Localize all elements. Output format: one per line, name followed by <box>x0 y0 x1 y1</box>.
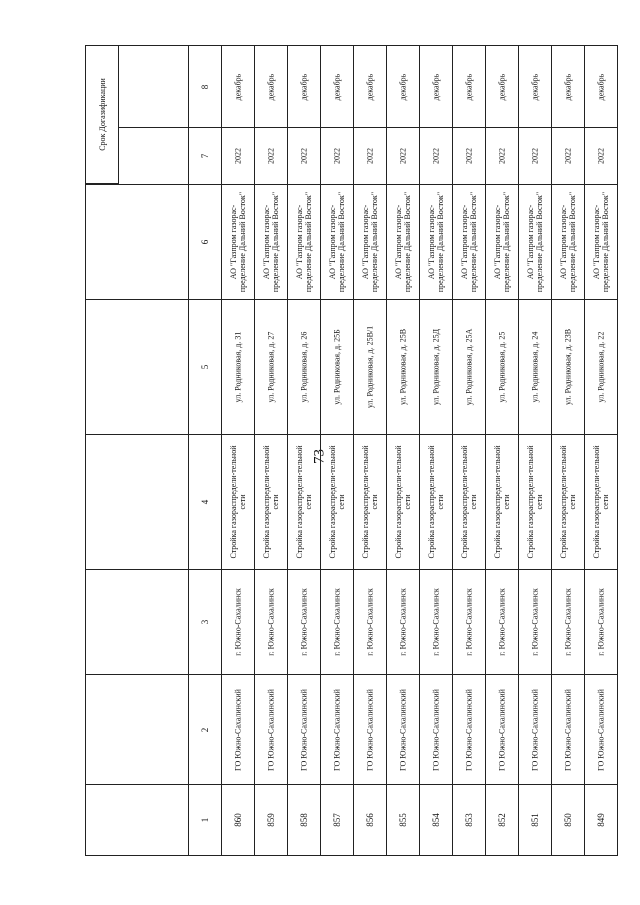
cell-no: 849 <box>595 813 606 827</box>
cell-measures: Стройка газораспредели-тельной сети <box>360 445 379 559</box>
table-field-row-year <box>86 128 618 185</box>
cell-measures: Стройка газораспредели-тельной сети <box>228 445 247 559</box>
cell-locality: г. Южно-Сахалинск <box>233 588 243 656</box>
cell-no: 851 <box>529 813 540 827</box>
table-field-row-measures <box>86 435 618 570</box>
cell-municipality: ГО Южно-Сахалинский <box>431 688 441 771</box>
table-cell <box>321 300 354 435</box>
table-cell <box>222 46 255 128</box>
table-field-row-address <box>86 300 618 435</box>
cell-organization: АО "Газпром газорас-пределение Дальний Восток" <box>558 191 577 293</box>
cell-organization: АО "Газпром газорас-пределение Дальний Восток" <box>294 191 313 293</box>
table-cell <box>585 435 618 570</box>
cell-measures: Стройка газораспредели-тельной сети <box>558 445 577 559</box>
cell-address: ул. Родниковая, д. 24 <box>530 331 540 403</box>
table-cell <box>420 300 453 435</box>
cell-organization: АО "Газпром газорас-пределение Дальний Восток" <box>459 191 478 293</box>
cell-measures: Стройка газораспредели-тельной сети <box>591 445 610 559</box>
cell-measures: Стройка газораспредели-тельной сети <box>426 445 445 559</box>
table-cell <box>486 46 519 128</box>
cell-year: 2022 <box>464 148 474 164</box>
cell-measures: Стройка газораспредели-тельной сети <box>327 445 346 559</box>
cell-month: декабрь <box>299 73 309 100</box>
table-cell <box>453 300 486 435</box>
table-cell <box>420 435 453 570</box>
table-cell <box>321 128 354 185</box>
table-cell <box>387 785 420 856</box>
table-cell <box>321 185 354 300</box>
table-cell <box>486 435 519 570</box>
column-number-1: 2 <box>199 727 210 732</box>
cell-no: 854 <box>430 813 441 827</box>
cell-address: ул. Родниковая, д. 31 <box>233 331 243 403</box>
cell-address: ул. Родниковая, д. 25 <box>497 331 507 403</box>
table-cell <box>255 675 288 785</box>
table-cell <box>354 435 387 570</box>
table-cell <box>453 185 486 300</box>
table-cell <box>222 435 255 570</box>
table-cell <box>552 675 585 785</box>
cell-year: 2022 <box>365 148 375 164</box>
cell-no: 858 <box>298 813 309 827</box>
table-cell <box>420 46 453 128</box>
table-cell <box>288 185 321 300</box>
cell-organization: АО "Газпром газорас-пределение Дальний Восток" <box>591 191 610 293</box>
cell-address: ул. Родниковая, д. 25А <box>464 328 474 406</box>
cell-year: 2022 <box>332 148 342 164</box>
table-cell <box>387 128 420 185</box>
table-cell <box>354 675 387 785</box>
cell-address: ул. Родниковая, д. 22 <box>596 331 606 403</box>
table-cell <box>354 185 387 300</box>
cell-locality: г. Южно-Сахалинск <box>596 588 606 656</box>
table-cell <box>519 185 552 300</box>
cell-municipality: ГО Южно-Сахалинский <box>365 688 375 771</box>
table-cell <box>387 46 420 128</box>
table-cell <box>255 300 288 435</box>
cell-municipality: ГО Южно-Сахалинский <box>398 688 408 771</box>
cell-locality: г. Южно-Сахалинск <box>530 588 540 656</box>
cell-locality: г. Южно-Сахалинск <box>398 588 408 656</box>
table-cell <box>486 128 519 185</box>
table-cell <box>453 675 486 785</box>
table-cell <box>222 300 255 435</box>
table-cell <box>255 128 288 185</box>
cell-locality: г. Южно-Сахалинск <box>266 588 276 656</box>
cell-organization: АО "Газпром газорас-пределение Дальний Восток" <box>327 191 346 293</box>
table-cell <box>321 675 354 785</box>
column-number-4: 5 <box>199 364 210 370</box>
table-cell <box>453 435 486 570</box>
cell-month: декабрь <box>398 73 408 100</box>
cell-organization: АО "Газпром газорас-пределение Дальний Восток" <box>261 191 280 293</box>
table-cell <box>321 570 354 675</box>
table-cell <box>222 128 255 185</box>
table-cell <box>552 46 585 128</box>
table-cell <box>255 46 288 128</box>
table-cell <box>552 435 585 570</box>
table-field-row-month <box>86 46 618 128</box>
cell-organization: АО "Газпром газорас-пределение Дальний Восток" <box>492 191 511 293</box>
cell-municipality: ГО Южно-Сахалинский <box>563 688 573 771</box>
table-cell <box>387 185 420 300</box>
cell-measures: Стройка газораспредели-тельной сети <box>459 445 478 559</box>
table-cell <box>255 785 288 856</box>
column-number-6: 7 <box>199 153 210 159</box>
cell-year: 2022 <box>596 148 606 164</box>
column-number-2: 3 <box>199 619 210 625</box>
cell-municipality: ГО Южно-Сахалинский <box>332 688 342 771</box>
cell-year: 2022 <box>530 148 540 164</box>
header-deadline-label: Срок Догазификации <box>97 78 107 151</box>
table-cell <box>255 570 288 675</box>
cell-organization: АО "Газпром газорас-пределение Дальний Восток" <box>228 191 247 293</box>
table-cell <box>288 300 321 435</box>
cell-locality: г. Южно-Сахалинск <box>365 588 375 656</box>
table-cell <box>255 185 288 300</box>
table-cell <box>486 185 519 300</box>
table-cell <box>354 128 387 185</box>
table-cell <box>420 570 453 675</box>
table-cell <box>552 185 585 300</box>
cell-month: декабрь <box>266 73 276 100</box>
cell-month: декабрь <box>233 73 243 100</box>
cell-month: декабрь <box>332 73 342 100</box>
table-cell <box>519 435 552 570</box>
cell-month: декабрь <box>464 73 474 100</box>
cell-municipality: ГО Южно-Сахалинский <box>233 688 243 771</box>
table-cell <box>519 675 552 785</box>
cell-year: 2022 <box>398 148 408 164</box>
table-cell <box>552 300 585 435</box>
table-cell <box>222 675 255 785</box>
cell-municipality: ГО Южно-Сахалинский <box>596 688 606 771</box>
table-cell <box>585 675 618 785</box>
cell-municipality: ГО Южно-Сахалинский <box>497 688 507 771</box>
table-cell <box>354 46 387 128</box>
table-cell <box>585 785 618 856</box>
cell-year: 2022 <box>233 148 243 164</box>
column-number-0: 1 <box>199 817 210 823</box>
table-cell <box>519 46 552 128</box>
cell-measures: Стройка газораспредели-тельной сети <box>261 445 280 559</box>
table-cell <box>222 785 255 856</box>
table-cell <box>519 128 552 185</box>
cell-organization: АО "Газпром газорас-пределение Дальний Восток" <box>525 191 544 293</box>
cell-month: декабрь <box>431 73 441 100</box>
table-cell <box>387 435 420 570</box>
table-cell <box>321 46 354 128</box>
table-cell <box>486 570 519 675</box>
cell-address: ул. Родниковая, д. 25Д <box>431 328 441 406</box>
cell-no: 852 <box>496 813 507 827</box>
table-cell <box>453 46 486 128</box>
table-cell <box>552 785 585 856</box>
table-cell <box>288 785 321 856</box>
gasification-table <box>85 45 618 856</box>
table-cell <box>387 570 420 675</box>
table-cell <box>420 128 453 185</box>
cell-address: ул. Родниковая, д. 25В/1 <box>365 325 375 409</box>
cell-locality: г. Южно-Сахалинск <box>563 588 573 656</box>
table-cell <box>354 785 387 856</box>
table-cell <box>288 570 321 675</box>
cell-month: декабрь <box>596 73 606 100</box>
cell-no: 853 <box>463 813 474 827</box>
table-cell <box>321 435 354 570</box>
table-field-row-no <box>86 785 618 856</box>
cell-municipality: ГО Южно-Сахалинский <box>266 688 276 771</box>
cell-locality: г. Южно-Сахалинск <box>464 588 474 656</box>
table-cell <box>222 185 255 300</box>
table-field-row-locality <box>86 570 618 675</box>
cell-locality: г. Южно-Сахалинск <box>431 588 441 656</box>
table-cell <box>255 435 288 570</box>
table-cell <box>519 785 552 856</box>
table-cell <box>420 185 453 300</box>
cell-year: 2022 <box>299 148 309 164</box>
table-cell <box>585 300 618 435</box>
page-number: 73 <box>311 449 328 464</box>
table-cell <box>354 570 387 675</box>
table-field-row-municipality <box>86 675 618 785</box>
table-cell <box>585 46 618 128</box>
table-cell <box>552 570 585 675</box>
table-cell <box>288 435 321 570</box>
table-cell <box>387 675 420 785</box>
table-cell <box>288 128 321 185</box>
cell-no: 857 <box>331 813 342 827</box>
header-deadline <box>85 45 119 184</box>
table-cell <box>585 128 618 185</box>
cell-municipality: ГО Южно-Сахалинский <box>530 688 540 771</box>
table-cell <box>486 300 519 435</box>
cell-month: декабрь <box>563 73 573 100</box>
cell-address: ул. Родниковая, д. 23В <box>563 328 573 406</box>
table-cell <box>519 570 552 675</box>
cell-measures: Стройка газораспредели-тельной сети <box>393 445 412 559</box>
table-cell <box>420 785 453 856</box>
cell-year: 2022 <box>266 148 276 164</box>
table-cell <box>354 300 387 435</box>
table-cell <box>387 300 420 435</box>
cell-no: 860 <box>232 813 243 827</box>
cell-locality: г. Южно-Сахалинск <box>332 588 342 656</box>
cell-address: ул. Родниковая, д. 25В <box>398 328 408 406</box>
table-cell <box>585 570 618 675</box>
table-cell <box>486 675 519 785</box>
cell-locality: г. Южно-Сахалинск <box>299 588 309 656</box>
table-cell <box>288 675 321 785</box>
column-number-5: 6 <box>199 239 210 245</box>
cell-organization: АО "Газпром газорас-пределение Дальний Восток" <box>393 191 412 293</box>
table-cell <box>222 570 255 675</box>
cell-address: ул. Родниковая, д. 26 <box>299 331 309 403</box>
cell-address: ул. Родниковая, д. 27 <box>266 331 276 403</box>
table-cell <box>453 128 486 185</box>
table-cell <box>552 128 585 185</box>
table-cell <box>486 785 519 856</box>
cell-measures: Стройка газораспредели-тельной сети <box>492 445 511 559</box>
table-cell <box>453 570 486 675</box>
cell-year: 2022 <box>431 148 441 164</box>
table-cell <box>519 300 552 435</box>
cell-organization: АО "Газпром газорас-пределение Дальний Восток" <box>360 191 379 293</box>
cell-measures: Стройка газораспредели-тельной сети <box>525 445 544 559</box>
cell-locality: г. Южно-Сахалинск <box>497 588 507 656</box>
table-cell <box>420 675 453 785</box>
table-cell <box>585 185 618 300</box>
cell-year: 2022 <box>563 148 573 164</box>
cell-no: 856 <box>364 813 375 827</box>
cell-year: 2022 <box>497 148 507 164</box>
cell-address: ул. Родниковая, д. 25Б <box>332 329 342 405</box>
table-cell <box>288 46 321 128</box>
column-number-3: 4 <box>199 499 210 505</box>
cell-no: 859 <box>265 813 276 827</box>
cell-organization: АО "Газпром газорас-пределение Дальний Восток" <box>426 191 445 293</box>
cell-municipality: ГО Южно-Сахалинский <box>299 688 309 771</box>
cell-no: 855 <box>397 813 408 827</box>
cell-municipality: ГО Южно-Сахалинский <box>464 688 474 771</box>
table-cell <box>453 785 486 856</box>
table-field-row-organization <box>86 185 618 300</box>
column-number-7: 8 <box>199 84 210 89</box>
table-cell <box>321 785 354 856</box>
cell-month: декабрь <box>365 73 375 100</box>
cell-month: декабрь <box>530 73 540 100</box>
cell-no: 850 <box>562 813 573 827</box>
cell-measures: Стройка газораспредели-тельной сети <box>294 445 313 559</box>
cell-month: декабрь <box>497 73 507 100</box>
